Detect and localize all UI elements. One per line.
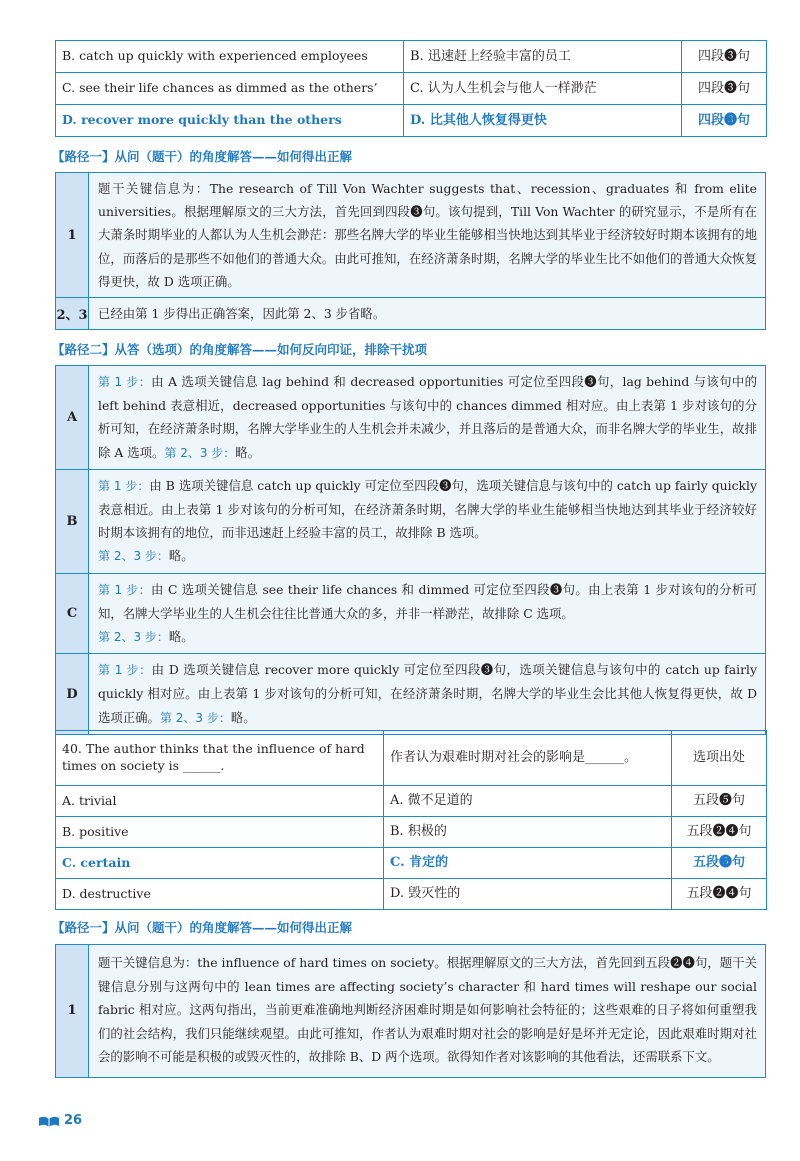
analysis-text: 由 D 选项关键信息 recover more quickly 可定位至四段❸句，选项关键信息与该句中的 catch up fairly quickly 相对应。由上表第 1 步对该句的分析可知，在经济萧条时期，名牌大学的毕业生会比其他人恢复得更快，故 D 选项正确。 <box>98 662 757 725</box>
option-en: B. catch up quickly with experienced employees <box>56 41 404 73</box>
option-analysis <box>89 574 765 654</box>
table-row <box>56 41 767 73</box>
analysis-tail: 略。 <box>168 629 194 645</box>
step-label: 2、3 <box>56 298 89 329</box>
step1-tag: 第 1 步： <box>98 478 150 493</box>
explain-row <box>56 366 765 469</box>
option-source: 五段❷❹句 <box>672 879 767 910</box>
option-cn: B. 积极的 <box>384 817 672 848</box>
path-two-box <box>55 365 766 735</box>
option-cn: D. 毁灭性的 <box>384 879 672 910</box>
table-row <box>56 73 767 105</box>
analysis-text: 由 B 选项关键信息 catch up quickly 可定位至四段❸句，选项关键信息与该句中的 catch up fairly quickly 表意相近。由上表第 1 步对该句的分析可知，在经济萧条时期，名牌大学的毕业生能够相当快地达到其毕业于经济较好时期本该拥有的地位，而非迅速赶上经验丰富的员工，故排除 B 选项。 <box>98 477 757 541</box>
table-header-row <box>56 731 767 786</box>
table-row <box>56 879 767 910</box>
option-label: B <box>56 470 89 573</box>
analysis-tail: 略。 <box>235 444 261 460</box>
option-label: C <box>56 574 89 654</box>
option-en: A. trivial <box>56 786 384 817</box>
step-text: 已经由第 1 步得出正确答案，因此第 2、3 步省略。 <box>98 306 386 322</box>
path-one-box-q40 <box>55 944 766 1078</box>
explain-row <box>56 173 765 297</box>
option-cn: B. 迅速赶上经验丰富的员工 <box>404 41 682 73</box>
table-row <box>56 817 767 848</box>
analysis-tail: 略。 <box>230 709 256 725</box>
path-two-heading: 【路径二】从答（选项）的角度解答——如何反向印证，排除干扰项 <box>52 342 428 357</box>
option-en: D. recover more quickly than the others <box>56 105 404 137</box>
option-source: 四段❸句 <box>682 105 767 137</box>
options-table-40 <box>55 730 767 910</box>
option-cn: A. 微不足道的 <box>384 786 672 817</box>
option-analysis <box>89 366 765 469</box>
option-analysis <box>89 654 765 734</box>
question-cn: 作者认为艰难时期对社会的影响是______。 <box>384 731 672 786</box>
explain-row <box>56 573 765 654</box>
question-en: 40. The author thinks that the influence of hard times on society is ______. <box>56 731 384 786</box>
source-header: 选项出处 <box>672 731 767 786</box>
explain-row <box>56 469 765 573</box>
analysis-text: 由 A 选项关键信息 lag behind 和 decreased opportunities 可定位至四段❸句，lag behind 与该句中的 left behind 表意相近，decreased opportunities 与该句中的 chances dimmed 相对应。由上表第 1 步对该句的分析可知，在经济萧条时期，名牌大学毕业生的人生机会并未减少，并且落后的是普通大众，而非名牌大学的毕业生，故排除 A 选项。 <box>98 374 757 460</box>
table-row-correct <box>56 105 767 137</box>
option-source: 四段❸句 <box>682 41 767 73</box>
options-table-39 <box>55 40 767 137</box>
page-number: 26 <box>64 1113 83 1128</box>
step23-tag: 第 2、3 步： <box>159 710 231 725</box>
step-text: 题干关键信息为：the influence of hard times on society。根据理解原文的三大方法，首先回到五段❷❹句，题干关键信息分别与这两句中的 lean times are affecting society’s character 和 hard times will reshape our social fabric 相对应。这两句指出，当前更难准确地判断经济困难时期是如何影响社会特征的；这些艰难的日子将如何重塑我们的社会结构，我们只能继续观望。由此可推知，作者认为艰难时期对社会的影响是好是坏并无定论，因此艰难时期对社会的影响不可能是积极的或毁灭性的，故排除 B、D 两个选项。欲得知作者对该影响的其他看法，还需联系下文。 <box>98 955 757 1065</box>
step-label: 1 <box>56 173 89 297</box>
step23-tag: 第 2、3 步： <box>164 445 236 460</box>
path-one-heading-q40: 【路径一】从问（题干）的角度解答——如何得出正解 <box>52 920 353 935</box>
option-source: 五段❷❹句 <box>672 817 767 848</box>
option-en: D. destructive <box>56 879 384 910</box>
explain-row <box>56 653 765 734</box>
step1-tag: 第 1 步： <box>98 375 152 389</box>
step-text: 题干关键信息为：The research of Till Von Wachter suggests that、recession、graduates 和 from elite universities。根据理解原文的三大方法，首先回到四段❸句。该句提到，Till Von Wachter 的研究显示，不是所有在大萧条时期毕业的人都认为人生机会渺茫：那些名牌大学的毕业生能够相当快地达到其毕业于经济较好时期本该拥有的地位，而落后的是那些不如他们的普通大众。由此可推知，在经济萧条时期，名牌大学的毕业生比不如他们的普通大众恢复得更快，故 D 选项正确。 <box>98 181 757 289</box>
option-label: D <box>56 654 89 734</box>
step1-tag: 第 1 步： <box>98 663 152 678</box>
analysis-tail: 略。 <box>168 548 194 564</box>
step23-tag: 第 2、3 步： <box>98 549 169 564</box>
option-cn: C. 认为人生机会与他人一样渺茫 <box>404 73 682 105</box>
option-en: C. see their life chances as dimmed as the others’ <box>56 73 404 105</box>
step1-tag: 第 1 步： <box>98 582 151 597</box>
explain-row <box>56 945 765 1077</box>
option-source: 五段❺句 <box>672 786 767 817</box>
path-one-heading: 【路径一】从问（题干）的角度解答——如何得出正解 <box>52 149 353 164</box>
step-label: 1 <box>56 945 89 1077</box>
table-row <box>56 786 767 817</box>
analysis-text: 由 C 选项关键信息 see their life chances 和 dimmed 可定位至四段❸句。由上表第 1 步对该句的分析可知，名牌大学毕业生的人生机会往往比普通大众的多，并非一样渺茫，故排除 C 选项。 <box>98 581 758 621</box>
option-en: C. certain <box>56 848 384 879</box>
step23-tag: 第 2、3 步： <box>98 630 169 645</box>
option-source: 五段❺句 <box>672 848 767 879</box>
path-one-box <box>55 172 766 330</box>
option-cn: D. 比其他人恢复得更快 <box>404 105 682 137</box>
option-label: A <box>56 366 89 469</box>
explain-row <box>56 297 765 329</box>
book-icon <box>38 1114 60 1128</box>
option-analysis <box>89 470 765 573</box>
option-source: 四段❸句 <box>682 73 767 105</box>
table-row-correct <box>56 848 767 879</box>
option-en: B. positive <box>56 817 384 848</box>
option-cn: C. 肯定的 <box>384 848 672 879</box>
page-footer <box>38 1113 82 1128</box>
